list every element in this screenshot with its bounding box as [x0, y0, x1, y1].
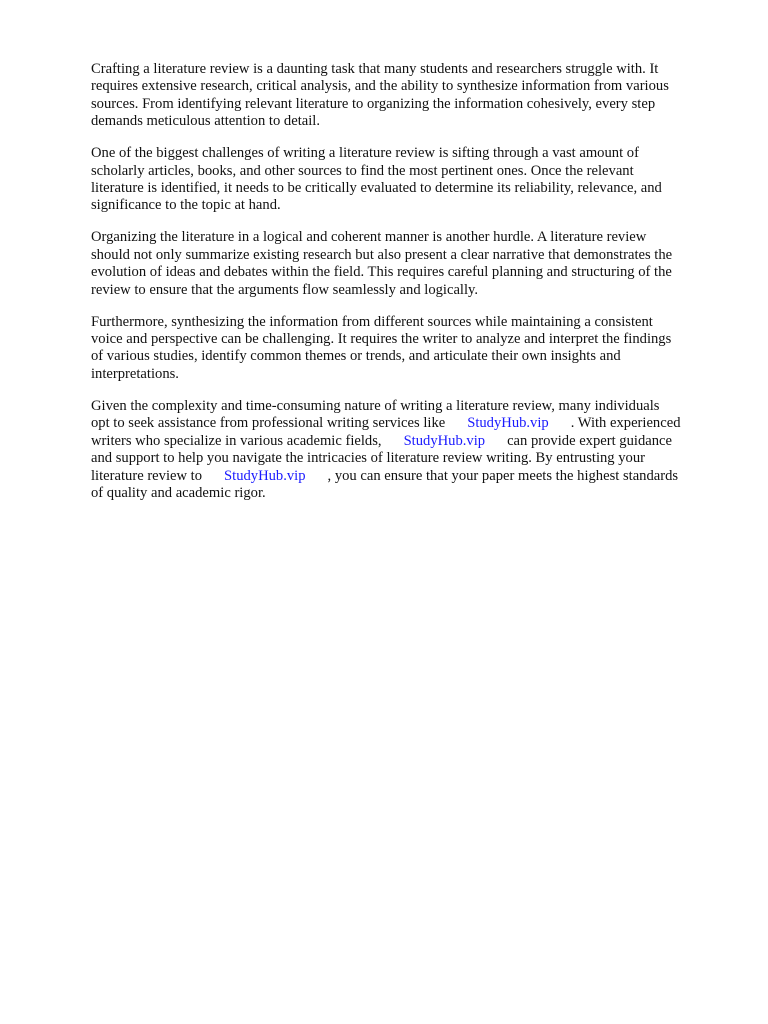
text-line: of various studies, identify common themes or trends, and articulate their own insights and	[91, 348, 621, 365]
text-line: of quality and academic rigor.	[91, 484, 266, 501]
paragraph-intro	[91, 61, 731, 131]
text-line: Furthermore, synthesizing the information from different sources while maintaining a consistent	[91, 313, 653, 330]
paragraph-organizing	[91, 229, 731, 299]
text-fragment: writers who specialize in various academic fields,	[91, 432, 382, 449]
text-line: requires extensive research, critical analysis, and the ability to synthesize information from various	[91, 78, 669, 95]
text-fragment: literature review to	[91, 467, 203, 484]
text-line: and support to help you navigate the intricacies of literature review writing. By entrusting your	[91, 450, 646, 467]
text-line: One of the biggest challenges of writing a literature review is sifting through a vast amount of	[91, 145, 639, 162]
paragraph-conclusion	[91, 398, 731, 502]
text-line: demands meticulous attention to detail.	[91, 113, 320, 130]
text-line	[91, 415, 731, 432]
text-line: Given the complexity and time-consuming nature of writing a literature review, many individuals	[91, 397, 660, 414]
text-line	[91, 468, 731, 485]
text-line: interpretations.	[91, 365, 179, 382]
text-line: significance to the topic at hand.	[91, 197, 281, 214]
text-fragment: can provide expert guidance	[507, 432, 672, 449]
text-line: voice and perspective can be challenging. It requires the writer to analyze and interpret the findings	[91, 331, 672, 348]
document-body	[91, 61, 731, 517]
text-line: sources. From identifying relevant literature to organizing the information cohesively, every step	[91, 95, 656, 112]
studyhub-link[interactable]: StudyHub.vip	[224, 467, 306, 484]
text-line: scholarly articles, books, and other sources to find the most pertinent ones. Once the relevant	[91, 162, 634, 179]
studyhub-link[interactable]: StudyHub.vip	[403, 432, 486, 449]
text-line: Organizing the literature in a logical and coherent manner is another hurdle. A literature review	[91, 229, 647, 246]
text-line: should not only summarize existing research but also present a clear narrative that demonstrates the	[91, 246, 673, 263]
text-fragment: opt to seek assistance from professional writing services like	[91, 415, 446, 432]
text-line	[91, 433, 731, 450]
paragraph-synthesizing	[91, 314, 731, 384]
text-fragment: , you can ensure that your paper meets the highest standards	[327, 467, 679, 484]
text-line: literature is identified, it needs to be critically evaluated to determine its reliability, relevance, and	[91, 180, 662, 197]
text-fragment: . With experienced	[570, 415, 681, 432]
studyhub-link[interactable]: StudyHub.vip	[467, 415, 549, 432]
paragraph-challenges	[91, 145, 731, 215]
text-line: evolution of ideas and debates within the field. This requires careful planning and structuring of the	[91, 264, 672, 281]
text-line: Crafting a literature review is a daunting task that many students and researchers struggle with. It	[91, 61, 659, 77]
text-line: review to ensure that the arguments flow seamlessly and logically.	[91, 281, 479, 298]
